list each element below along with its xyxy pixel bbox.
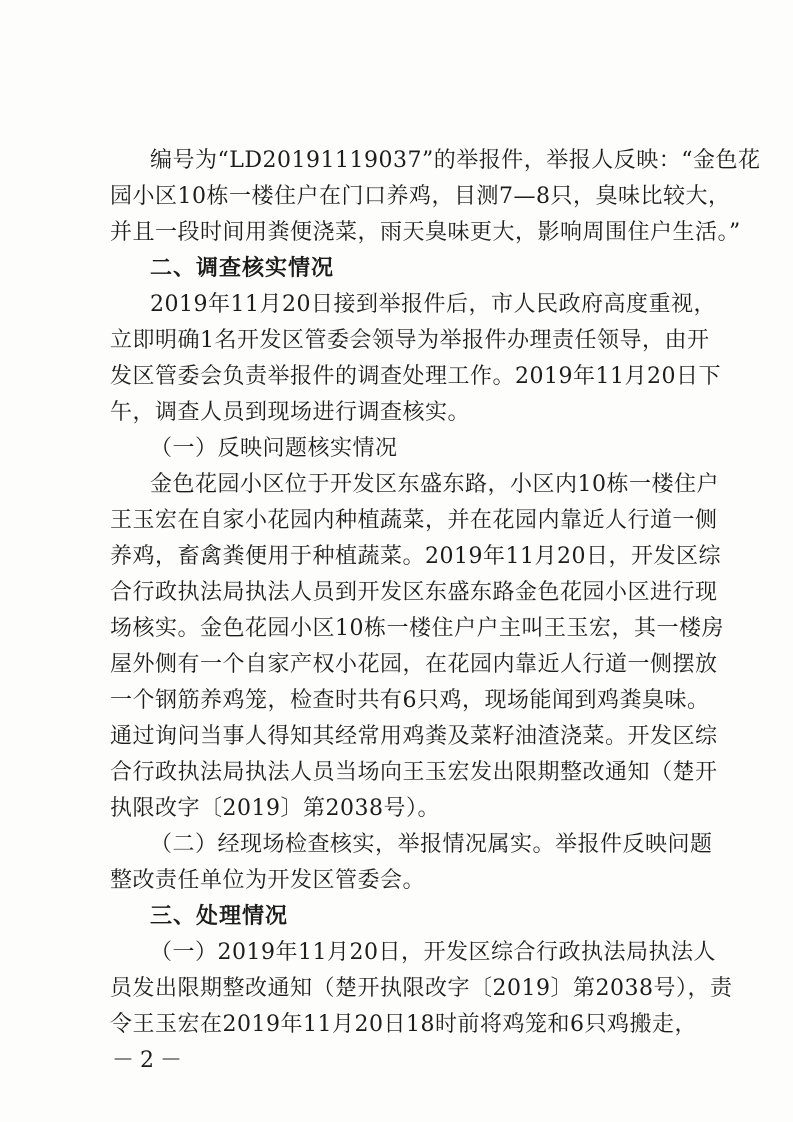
paragraph-line: 金色花园小区位于开发区东盛东路，小区内10栋一楼住户 xyxy=(150,472,719,497)
page-number: －2－ xyxy=(112,1048,188,1073)
paragraph-line: 一个钢筋养鸡笼，检查时共有6只鸡，现场能闻到鸡粪臭味。 xyxy=(110,688,710,713)
paragraph-line: 执限改字〔2019〕第2038号）。 xyxy=(110,796,440,821)
paragraph-line: 令王玉宏在2019年11月20日18时前将鸡笼和6只鸡搬走， xyxy=(110,1012,697,1037)
paragraph-line: 整改责任单位为开发区管委会。 xyxy=(110,868,426,893)
subsection-heading: （一）反映问题核实情况 xyxy=(150,436,398,461)
paragraph-line: （二）经现场检查核实，举报情况属实。举报件反映问题 xyxy=(150,832,713,857)
paragraph-line: 午，调查人员到现场进行调查核实。 xyxy=(110,400,471,425)
paragraph-line: 王玉宏在自家小花园内种植蔬菜，并在花园内靠近人行道一侧 xyxy=(110,508,718,533)
paragraph-line: 立即明确1名开发区管委会领导为举报件办理责任领导，由开 xyxy=(110,328,710,353)
paragraph-line: 合行政执法局执法人员当场向王玉宏发出限期整改通知（楚开 xyxy=(110,760,718,785)
section-heading: 二、调查核实情况 xyxy=(150,256,335,281)
section-heading: 三、处理情况 xyxy=(150,904,289,929)
paragraph-line: 养鸡，畜禽粪便用于种植蔬菜。2019年11月20日，开发区综 xyxy=(110,544,721,569)
paragraph-line: 园小区10栋一楼住户在门口养鸡，目测7—8只，臭味比较大， xyxy=(110,184,731,209)
paragraph-line: 发区管委会负责举报件的调查处理工作。2019年11月20日下 xyxy=(110,364,721,389)
paragraph-line: 场核实。金色花园小区10栋一楼住户户主叫王玉宏，其一楼房 xyxy=(110,616,724,641)
paragraph-line: 合行政执法局执法人员到开发区东盛东路金色花园小区进行现 xyxy=(110,580,718,605)
paragraph-line: 员发出限期整改通知（楚开执限改字〔2019〕第2038号），责 xyxy=(110,976,733,1001)
paragraph-line: 并且一段时间用粪便浇菜，雨天臭味更大，影响周围住户生活。” xyxy=(110,220,741,245)
paragraph-line: 屋外侧有一个自家产权小花园，在花园内靠近人行道一侧摆放 xyxy=(110,652,718,677)
paragraph-line: 2019年11月20日接到举报件后，市人民政府高度重视， xyxy=(150,292,716,317)
paragraph-line: 编号为“LD20191119037”的举报件，举报人反映：“金色花 xyxy=(150,148,761,173)
paragraph-line: （一）2019年11月20日，开发区综合行政执法局执法人 xyxy=(150,940,716,965)
paragraph-line: 通过询问当事人得知其经常用鸡粪及菜籽油渣浇菜。开发区综 xyxy=(110,724,718,749)
